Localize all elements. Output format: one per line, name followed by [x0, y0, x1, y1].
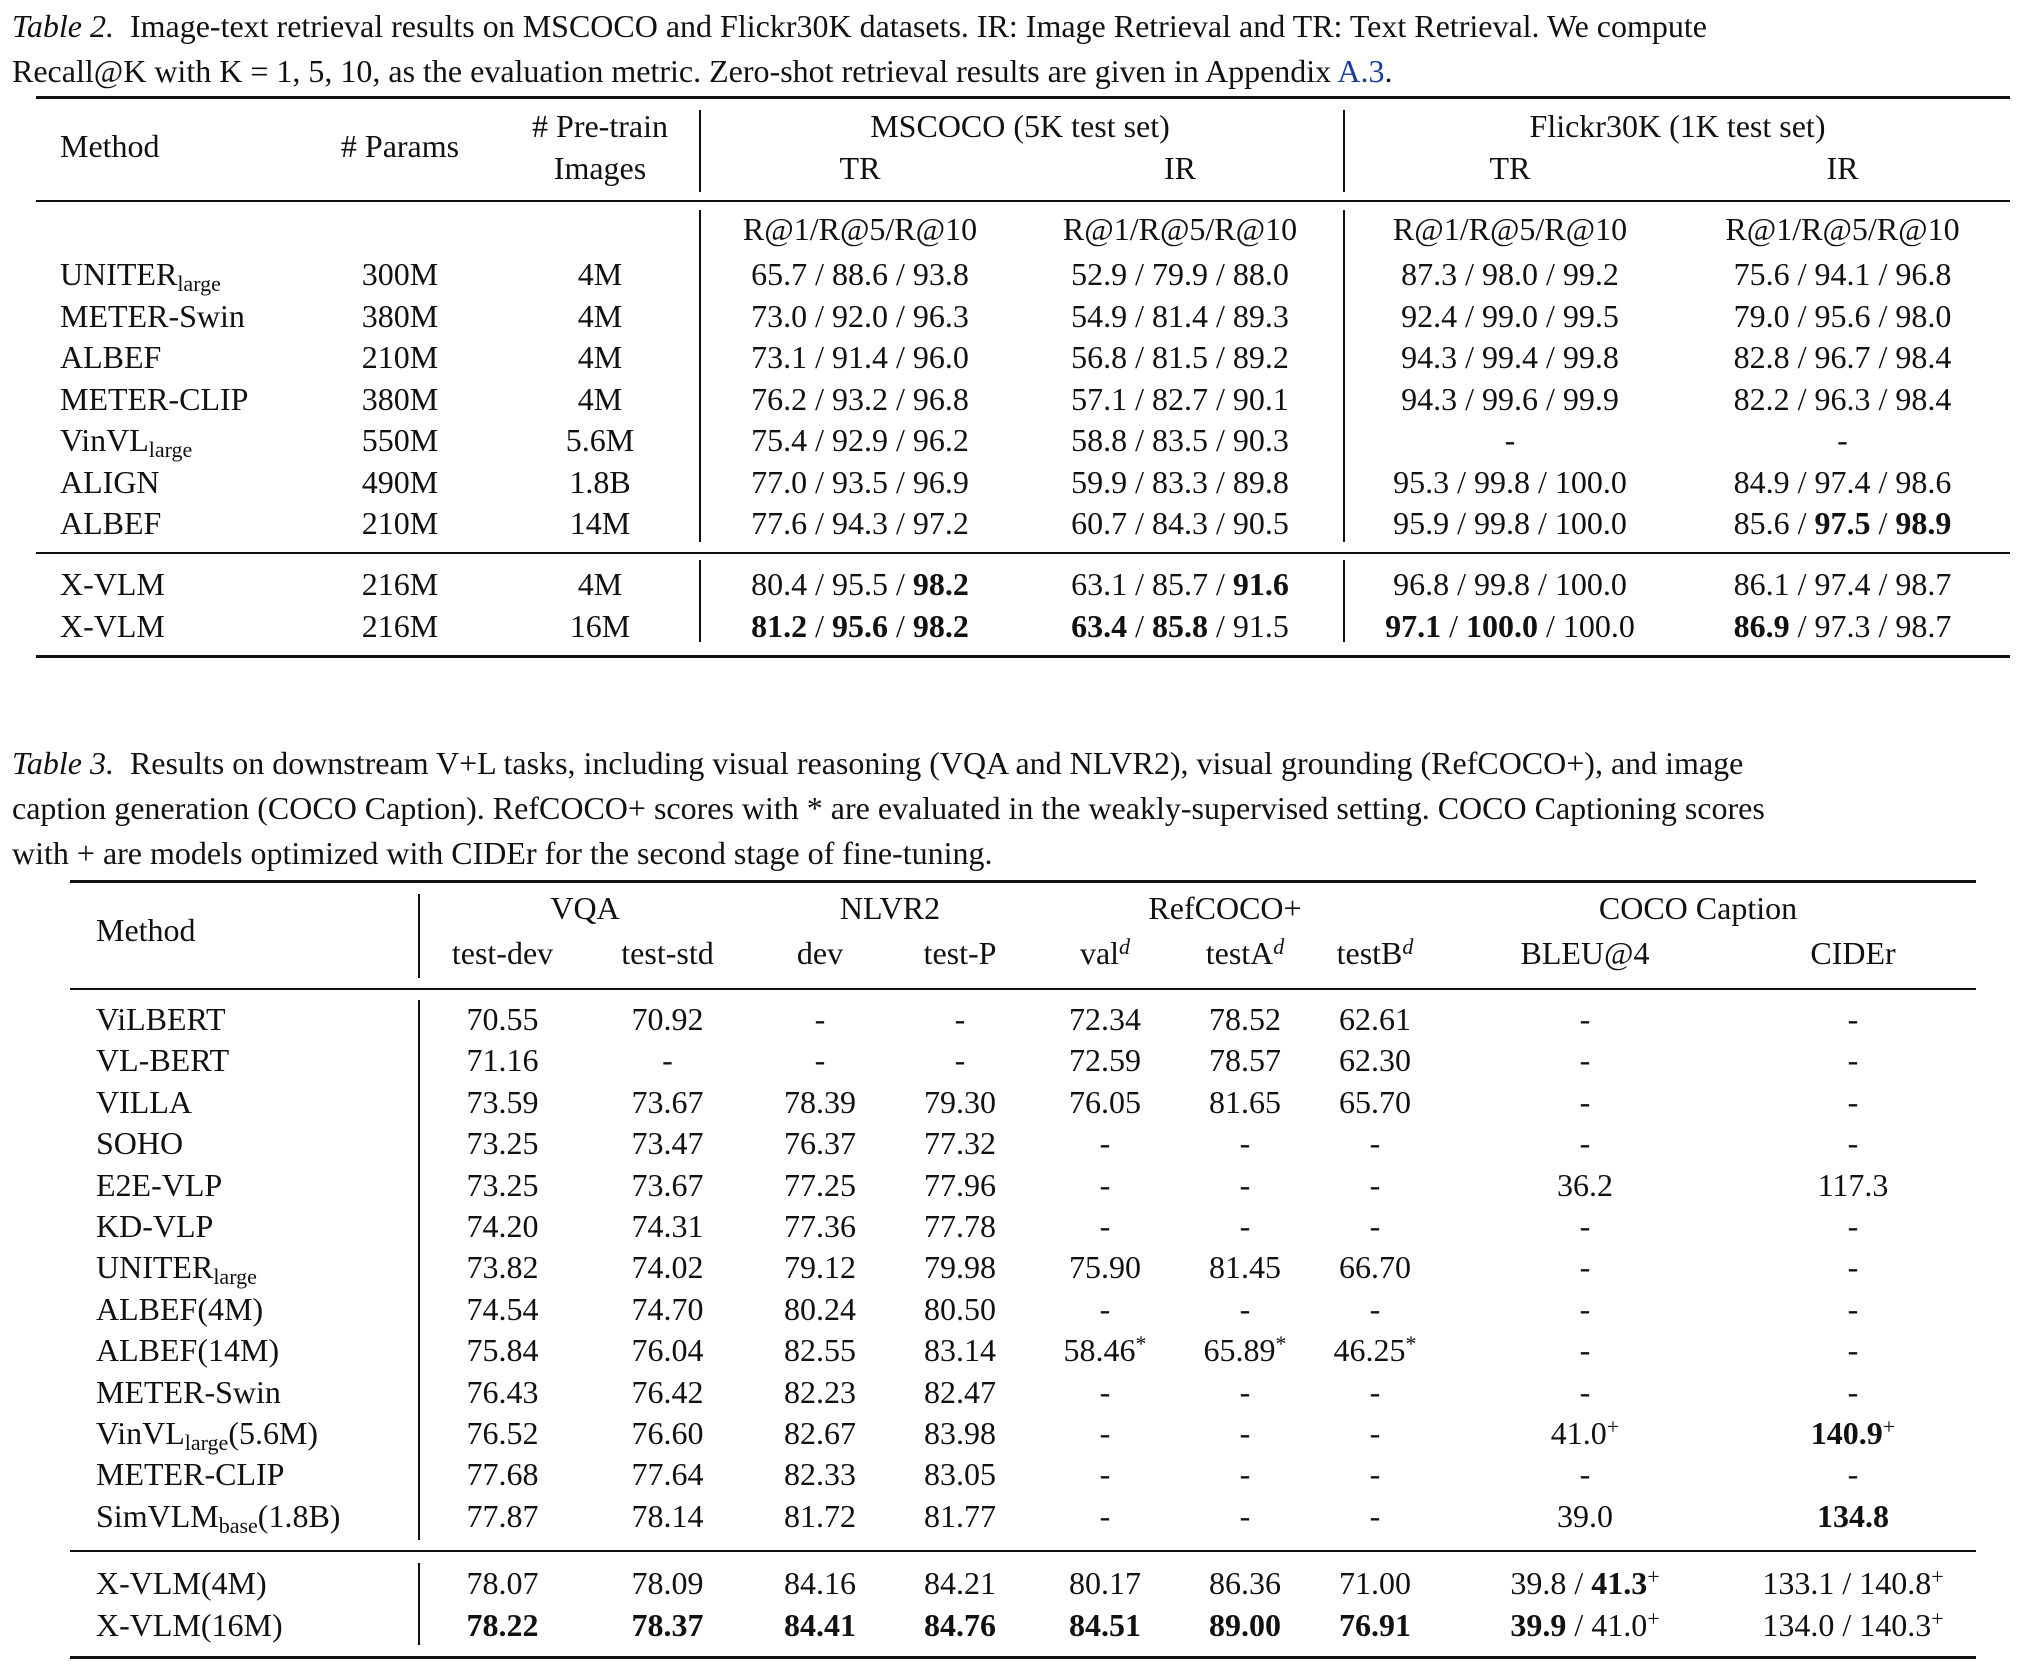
value-cell-r3: - [1369, 1166, 1381, 1203]
f-tr-cell: 97.1 / 100.0 / 100.0 [1385, 607, 1635, 644]
table3-header-coco-caption: COCO Caption [1598, 890, 1798, 926]
value-cell-n1: 82.67 [784, 1415, 856, 1451]
value-cell-r1: 72.59 [1069, 1042, 1141, 1079]
table-row [0, 295, 2034, 337]
value-cell-n1: 84.16 [784, 1565, 856, 1601]
params-cell: 380M [361, 297, 439, 334]
value-cell-v1: 73.25 [466, 1166, 539, 1203]
value-cell-v1: 76.43 [466, 1373, 539, 1410]
value-cell-v1: 74.54 [466, 1290, 539, 1327]
params-cell: 216M [361, 566, 439, 602]
table-row [0, 419, 2034, 461]
coco-tr-cell: 73.1 / 91.4 / 96.0 [751, 339, 969, 375]
value-cell-b: 39.9 / 41.0+ [1510, 1606, 1660, 1643]
method-cell: E2E-VLP [96, 1166, 223, 1203]
value-cell-b: - [1579, 1249, 1591, 1286]
table3-bottom-rule [70, 1656, 1976, 1659]
coco-ir-cell: 59.9 / 83.3 / 89.8 [1071, 463, 1289, 500]
method-cell: $UNITER_{large}$ [96, 1249, 257, 1290]
table-row [0, 998, 2034, 1040]
table3-header-test-std: test-std [621, 935, 714, 971]
value-cell-r3: 62.30 [1339, 1042, 1411, 1079]
params-cell: 216M [361, 607, 439, 644]
table2-header-flickr-tr: TR [1489, 150, 1531, 186]
images-cell: 1.8B [569, 463, 631, 500]
value-cell-r2: 78.57 [1209, 1042, 1281, 1079]
table3-header-refcoco: RefCOCO+ [1148, 890, 1302, 926]
f-tr-cell: 96.8 / 99.8 / 100.0 [1393, 566, 1627, 602]
table3-header-vqa: VQA [550, 890, 620, 926]
value-cell-v2: 74.31 [631, 1208, 704, 1244]
coco-tr-cell: 75.4 / 92.9 / 96.2 [751, 422, 969, 458]
table-row [0, 1164, 2034, 1206]
value-cell-v1: 77.68 [466, 1456, 539, 1493]
images-cell: 4M [577, 566, 623, 602]
images-cell: 4M [577, 339, 623, 375]
value-cell-b: 36.2 [1557, 1166, 1613, 1203]
value-cell-r3: 76.91 [1339, 1607, 1411, 1643]
f-tr-cell: 95.3 / 99.8 / 100.0 [1393, 463, 1627, 500]
table3-caption-text-3: with + are models optimized with CIDEr for the second stage of fine-tuning. [12, 835, 993, 871]
value-cell-v2: 73.67 [631, 1083, 704, 1120]
coco-tr-cell: 65.7 / 88.6 / 93.8 [751, 256, 969, 292]
value-cell-c: - [1847, 1001, 1859, 1037]
images-cell: 14M [569, 505, 631, 541]
table-row [0, 563, 2034, 605]
value-cell-r2: 89.00 [1209, 1607, 1281, 1643]
value-cell-r1: - [1099, 1166, 1111, 1203]
appendix-link[interactable]: A.3 [1337, 53, 1385, 89]
value-cell-r3: 62.61 [1339, 1001, 1411, 1037]
f-ir-cell: 86.1 / 97.4 / 98.7 [1733, 566, 1952, 602]
method-cell: ALBEF [60, 505, 162, 541]
table2-caption-text-1: Image-text retrieval results on MSCOCO and Flickr30K datasets. IR: Image Retrieval and TR: Text Retrieval. We compute [129, 8, 1707, 44]
f-tr-cell: - [1504, 422, 1516, 458]
table-row [0, 502, 2034, 544]
value-cell-b: - [1579, 1373, 1591, 1410]
value-cell-n2: 84.76 [924, 1607, 996, 1643]
f-ir-cell: 75.6 / 94.1 / 96.8 [1733, 256, 1952, 292]
value-cell-r1: 76.05 [1069, 1083, 1141, 1120]
table2-caption-end: . [1384, 53, 1393, 89]
value-cell-v2: 77.64 [631, 1456, 704, 1493]
value-cell-n2: - [954, 1042, 966, 1079]
images-cell: 16M [569, 607, 631, 644]
value-cell-v2: 78.14 [631, 1497, 704, 1534]
value-cell-c: 117.3 [1817, 1166, 1889, 1203]
table2-recall-flickr-tr: R@1/R@5/R@10 [1392, 211, 1628, 247]
table2-header-flickr-ir: IR [1826, 150, 1859, 186]
value-cell-v2: 78.09 [631, 1565, 704, 1601]
value-cell-b: - [1579, 1083, 1591, 1120]
table-row [0, 253, 2034, 295]
f-tr-cell: 94.3 / 99.6 / 99.9 [1401, 380, 1619, 417]
value-cell-r3: - [1369, 1208, 1381, 1244]
params-cell: 300M [361, 256, 439, 292]
value-cell-r3: 65.70 [1339, 1083, 1411, 1120]
method-cell: ViLBERT [96, 1001, 226, 1037]
table3-header-testb: testB$^d$ [1336, 934, 1414, 971]
coco-ir-cell: 57.1 / 82.7 / 90.1 [1071, 380, 1289, 417]
f-ir-cell: - [1837, 422, 1848, 458]
table-row [0, 1329, 2034, 1371]
value-cell-c: - [1847, 1373, 1859, 1410]
table2-header-mscoco: MSCOCO (5K test set) [870, 108, 1170, 144]
value-cell-r2: - [1239, 1456, 1251, 1493]
value-cell-n1: 77.36 [784, 1208, 856, 1244]
table-row [0, 1039, 2034, 1081]
value-cell-n2: 83.14 [924, 1332, 996, 1369]
value-cell-b: - [1579, 1456, 1591, 1493]
value-cell-n1: 79.12 [784, 1249, 856, 1286]
value-cell-n1: 84.41 [784, 1607, 856, 1643]
value-cell-r1: - [1099, 1208, 1111, 1244]
coco-tr-cell: 80.4 / 95.5 / 98.2 [751, 566, 969, 602]
table3-top-rule [70, 880, 1976, 883]
method-cell: SOHO [96, 1125, 184, 1162]
table2-header-rule [36, 200, 2010, 202]
table3-header-bleu: BLEU@4 [1520, 935, 1650, 971]
value-cell-r2: 65.89* [1203, 1331, 1287, 1369]
value-cell-b: 39.8 / 41.3+ [1510, 1564, 1660, 1601]
value-cell-r2: - [1239, 1208, 1251, 1244]
value-cell-r1: 80.17 [1069, 1565, 1141, 1601]
coco-ir-cell: 52.9 / 79.9 / 88.0 [1071, 256, 1289, 292]
value-cell-c: - [1847, 1125, 1859, 1162]
table3-header-nlvr2: NLVR2 [839, 890, 941, 926]
value-cell-v1: 73.82 [466, 1249, 539, 1286]
value-cell-v1: 74.20 [466, 1208, 539, 1244]
table3-header-val-text: val [1079, 935, 1120, 971]
table-row [0, 336, 2034, 378]
table-row [0, 1453, 2034, 1495]
value-cell-r1: - [1099, 1456, 1111, 1493]
value-cell-r1: 58.46* [1063, 1331, 1147, 1369]
table-row [0, 605, 2034, 647]
table3-xvlm-vline [418, 1563, 420, 1645]
method-cell: X-VLM [60, 607, 165, 644]
images-cell: 4M [577, 297, 623, 334]
value-cell-c: - [1847, 1290, 1859, 1327]
value-cell-r2: - [1239, 1373, 1251, 1410]
params-cell: 210M [361, 505, 439, 541]
value-cell-n2: 83.98 [924, 1415, 996, 1451]
value-cell-r3: - [1369, 1497, 1381, 1534]
coco-ir-cell: 63.4 / 85.8 / 91.5 [1071, 607, 1289, 644]
table-row [0, 1562, 2034, 1604]
value-cell-v1: 70.55 [466, 1001, 539, 1037]
value-cell-v2: 73.67 [631, 1166, 704, 1203]
value-cell-r1: - [1099, 1415, 1111, 1451]
value-cell-r2: 78.52 [1209, 1001, 1281, 1037]
value-cell-n1: 76.37 [784, 1125, 856, 1162]
method-cell: SimVLM$_{base}$(1.8B) [96, 1497, 341, 1538]
value-cell-n1: 80.24 [784, 1290, 856, 1327]
table-row [0, 1081, 2034, 1123]
value-cell-n1: - [814, 1042, 826, 1079]
value-cell-v1: 78.07 [466, 1565, 539, 1601]
coco-ir-cell: 54.9 / 81.4 / 89.3 [1071, 297, 1289, 334]
value-cell-r3: - [1369, 1290, 1381, 1327]
value-cell-r2: - [1239, 1497, 1251, 1534]
value-cell-n1: 78.39 [784, 1083, 856, 1120]
f-ir-cell: 79.0 / 95.6 / 98.0 [1733, 297, 1952, 334]
value-cell-v2: 76.42 [631, 1373, 704, 1410]
table-row [0, 1495, 2034, 1537]
value-cell-r1: 75.90 [1069, 1249, 1141, 1286]
params-cell: 380M [361, 380, 439, 417]
value-cell-v1: 73.59 [466, 1083, 539, 1120]
table2-header-coco-tr: TR [839, 150, 881, 186]
value-cell-n1: 77.25 [784, 1166, 856, 1203]
value-cell-r2: - [1239, 1290, 1251, 1327]
value-cell-n1: 82.33 [784, 1456, 856, 1493]
value-cell-v2: 70.92 [631, 1001, 704, 1037]
value-cell-n2: 79.98 [924, 1249, 996, 1286]
table3-header-test-p: test-P [923, 935, 997, 971]
table-row [0, 1122, 2034, 1164]
table3-header-test-dev: test-dev [451, 935, 554, 971]
value-cell-n2: 83.05 [924, 1456, 996, 1493]
table2-top-rule [36, 96, 2010, 99]
value-cell-c: 134.8 [1817, 1497, 1889, 1534]
coco-ir-cell: 63.1 / 85.7 / 91.6 [1071, 566, 1289, 602]
value-cell-r1: 72.34 [1069, 1001, 1141, 1037]
table2-caption [12, 4, 2022, 94]
coco-tr-cell: 76.2 / 93.2 / 96.8 [751, 380, 969, 417]
value-cell-v1: 71.16 [466, 1042, 539, 1079]
value-cell-r3: - [1369, 1415, 1381, 1451]
value-cell-b: - [1579, 1332, 1591, 1369]
method-cell: X-VLM(16M) [96, 1607, 283, 1643]
table2-header-pretrain-1: # Pre-train [532, 108, 668, 144]
value-cell-r3: - [1369, 1373, 1381, 1410]
table-row [0, 1205, 2034, 1247]
table3-caption-text-1: Results on downstream V+L tasks, including visual reasoning (VQA and NLVR2), visual grounding (RefCOCO+), and image [129, 745, 1744, 781]
table3-header-rule [70, 988, 1976, 990]
value-cell-r2: 81.45 [1209, 1249, 1281, 1286]
table3-header-testb-text: testB [1336, 935, 1403, 971]
value-cell-v2: 73.47 [631, 1125, 704, 1162]
value-cell-n2: 82.47 [924, 1373, 996, 1410]
value-cell-n1: - [814, 1001, 826, 1037]
table2-recall-flickr-ir: R@1/R@5/R@10 [1725, 211, 1960, 247]
table3-header-method: Method [96, 912, 196, 948]
method-cell: ALBEF(4M) [96, 1290, 264, 1327]
method-cell: VinVL$_{large}$(5.6M) [96, 1415, 319, 1455]
value-cell-n2: - [954, 1001, 966, 1037]
images-cell: 5.6M [565, 422, 635, 458]
value-cell-r2: 86.36 [1209, 1565, 1281, 1601]
value-cell-c: - [1847, 1456, 1859, 1493]
table3-mid-rule [70, 1550, 1976, 1552]
method-cell: VL-BERT [96, 1042, 230, 1079]
value-cell-b: - [1579, 1208, 1591, 1244]
table2-header-method: Method [60, 128, 160, 164]
value-cell-c: 133.1 / 140.8+ [1762, 1564, 1944, 1601]
value-cell-v1: 78.22 [466, 1607, 539, 1643]
value-cell-b: 41.0+ [1550, 1414, 1620, 1451]
value-cell-v1: 73.25 [466, 1125, 539, 1162]
value-cell-c: 140.9+ [1810, 1414, 1896, 1451]
table2-bottom-rule [36, 655, 2010, 658]
value-cell-c: - [1847, 1208, 1859, 1244]
value-cell-n1: 81.72 [784, 1497, 856, 1534]
value-cell-r2: - [1239, 1166, 1251, 1203]
value-cell-v2: 78.37 [631, 1607, 704, 1643]
f-tr-cell: 95.9 / 99.8 / 100.0 [1393, 505, 1627, 541]
value-cell-v2: - [662, 1042, 673, 1079]
table2-header-pretrain-2: Images [553, 150, 647, 186]
images-cell: 4M [577, 380, 623, 417]
value-cell-b: - [1579, 1125, 1591, 1162]
value-cell-n2: 77.78 [924, 1208, 996, 1244]
value-cell-c: - [1847, 1249, 1859, 1286]
value-cell-b: - [1579, 1001, 1591, 1037]
method-cell: KD-VLP [96, 1208, 214, 1244]
value-cell-b: - [1579, 1290, 1591, 1327]
value-cell-r3: - [1369, 1125, 1381, 1162]
table-row [0, 1604, 2034, 1646]
table3-header-dev: dev [796, 935, 844, 971]
images-cell: 4M [577, 256, 623, 292]
table-row [0, 1288, 2034, 1330]
table-row [0, 1371, 2034, 1413]
value-cell-c: 134.0 / 140.3+ [1762, 1606, 1944, 1643]
value-cell-v2: 76.60 [631, 1415, 704, 1451]
method-cell: ALBEF(14M) [96, 1332, 280, 1369]
f-tr-cell: 94.3 / 99.4 / 99.8 [1401, 339, 1619, 375]
table3-header-val: val$^d$ [1079, 934, 1131, 971]
table2-caption-text-2: Recall@K with K = 1, 5, 10, as the evaluation metric. Zero-shot retrieval results are given in Appendix [12, 53, 1332, 89]
table2-recall-coco-ir: R@1/R@5/R@10 [1062, 211, 1298, 247]
table3-header-cider: CIDEr [1810, 935, 1896, 971]
value-cell-r2: 81.65 [1209, 1083, 1281, 1120]
table3-header-testa: testA$^d$ [1205, 934, 1285, 971]
value-cell-v2: 74.02 [631, 1249, 704, 1286]
table2-vline-2a [1343, 110, 1345, 192]
coco-tr-cell: 77.6 / 94.3 / 97.2 [751, 505, 969, 541]
params-cell: 490M [361, 463, 439, 500]
method-cell: METER-Swin [60, 297, 245, 334]
table-row [0, 1412, 2034, 1454]
value-cell-n2: 77.96 [924, 1166, 996, 1203]
method-cell: METER-CLIP [96, 1456, 285, 1493]
method-cell: VinVL$_{large}$ [60, 422, 193, 462]
coco-tr-cell: 81.2 / 95.6 / 98.2 [751, 607, 969, 644]
value-cell-r3: 71.00 [1339, 1565, 1411, 1601]
coco-ir-cell: 58.8 / 83.5 / 90.3 [1071, 422, 1289, 458]
value-cell-r3: 66.70 [1339, 1249, 1411, 1286]
f-tr-cell: 87.3 / 98.0 / 99.2 [1401, 256, 1619, 292]
value-cell-r3: - [1369, 1456, 1381, 1493]
table2-caption-label: Table 2. [12, 8, 114, 44]
f-tr-cell: 92.4 / 99.0 / 99.5 [1401, 297, 1619, 334]
method-cell: METER-CLIP [60, 380, 249, 417]
table-row [0, 1246, 2034, 1288]
table2-header-params: # Params [340, 128, 460, 164]
value-cell-n2: 80.50 [924, 1290, 996, 1327]
value-cell-v1: 75.84 [466, 1332, 539, 1369]
table2-header-coco-ir: IR [1164, 150, 1196, 186]
value-cell-r1: - [1099, 1125, 1111, 1162]
value-cell-c: - [1847, 1332, 1859, 1369]
value-cell-r1: - [1099, 1373, 1111, 1410]
value-cell-b: 39.0 [1557, 1497, 1613, 1534]
params-cell: 550M [361, 422, 439, 458]
coco-tr-cell: 77.0 / 93.5 / 96.9 [751, 463, 969, 500]
table3-header-testa-text: testA [1205, 935, 1274, 971]
f-ir-cell: 85.6 / 97.5 / 98.9 [1733, 505, 1952, 541]
f-ir-cell: 82.8 / 96.7 / 98.4 [1733, 339, 1952, 375]
value-cell-n2: 79.30 [924, 1083, 996, 1120]
method-cell: VILLA [96, 1083, 192, 1120]
coco-tr-cell: 73.0 / 92.0 / 96.3 [751, 297, 969, 334]
value-cell-n1: 82.23 [784, 1373, 856, 1410]
table2-vline-1a [699, 110, 701, 192]
value-cell-v1: 76.52 [466, 1415, 539, 1451]
method-cell: X-VLM(4M) [96, 1565, 267, 1601]
table2-recall-coco-tr: R@1/R@5/R@10 [742, 211, 978, 247]
value-cell-r1: - [1099, 1290, 1111, 1327]
table3-caption-label: Table 3. [12, 745, 114, 781]
value-cell-r3: 46.25* [1333, 1331, 1417, 1369]
value-cell-v2: 76.04 [631, 1332, 704, 1369]
value-cell-v2: 74.70 [631, 1290, 704, 1327]
value-cell-v1: 77.87 [466, 1497, 539, 1534]
value-cell-r2: - [1239, 1415, 1251, 1451]
value-cell-n1: 82.55 [784, 1332, 856, 1369]
method-cell: ALIGN [60, 463, 160, 500]
table-row [0, 378, 2034, 420]
table3-caption [12, 741, 2022, 876]
value-cell-r2: - [1239, 1125, 1251, 1162]
value-cell-n2: 81.77 [924, 1497, 996, 1534]
f-ir-cell: 86.9 / 97.3 / 98.7 [1733, 607, 1952, 644]
table-row [0, 461, 2034, 503]
coco-ir-cell: 60.7 / 84.3 / 90.5 [1071, 505, 1289, 541]
f-ir-cell: 84.9 / 97.4 / 98.6 [1733, 463, 1952, 500]
value-cell-c: - [1847, 1083, 1859, 1120]
f-ir-cell: 82.2 / 96.3 / 98.4 [1733, 380, 1952, 417]
table3-caption-text-2: caption generation (COCO Caption). RefCOCO+ scores with * are evaluated in the weakly-supervised setting. COCO Captioning scores [12, 790, 1765, 826]
coco-ir-cell: 56.8 / 81.5 / 89.2 [1071, 339, 1289, 375]
method-cell: $UNITER_{large}$ [60, 256, 221, 296]
method-cell: X-VLM [60, 566, 165, 602]
method-cell: METER-Swin [96, 1373, 281, 1410]
params-cell: 210M [361, 339, 439, 375]
value-cell-r1: 84.51 [1069, 1607, 1141, 1643]
value-cell-b: - [1579, 1042, 1591, 1079]
value-cell-n2: 84.21 [924, 1565, 996, 1601]
value-cell-r1: - [1099, 1497, 1111, 1534]
method-cell: ALBEF [60, 339, 162, 375]
value-cell-n2: 77.32 [924, 1125, 996, 1162]
table2-header-flickr: Flickr30K (1K test set) [1529, 108, 1826, 144]
value-cell-c: - [1847, 1042, 1859, 1079]
table2-mid-rule [36, 552, 2010, 554]
